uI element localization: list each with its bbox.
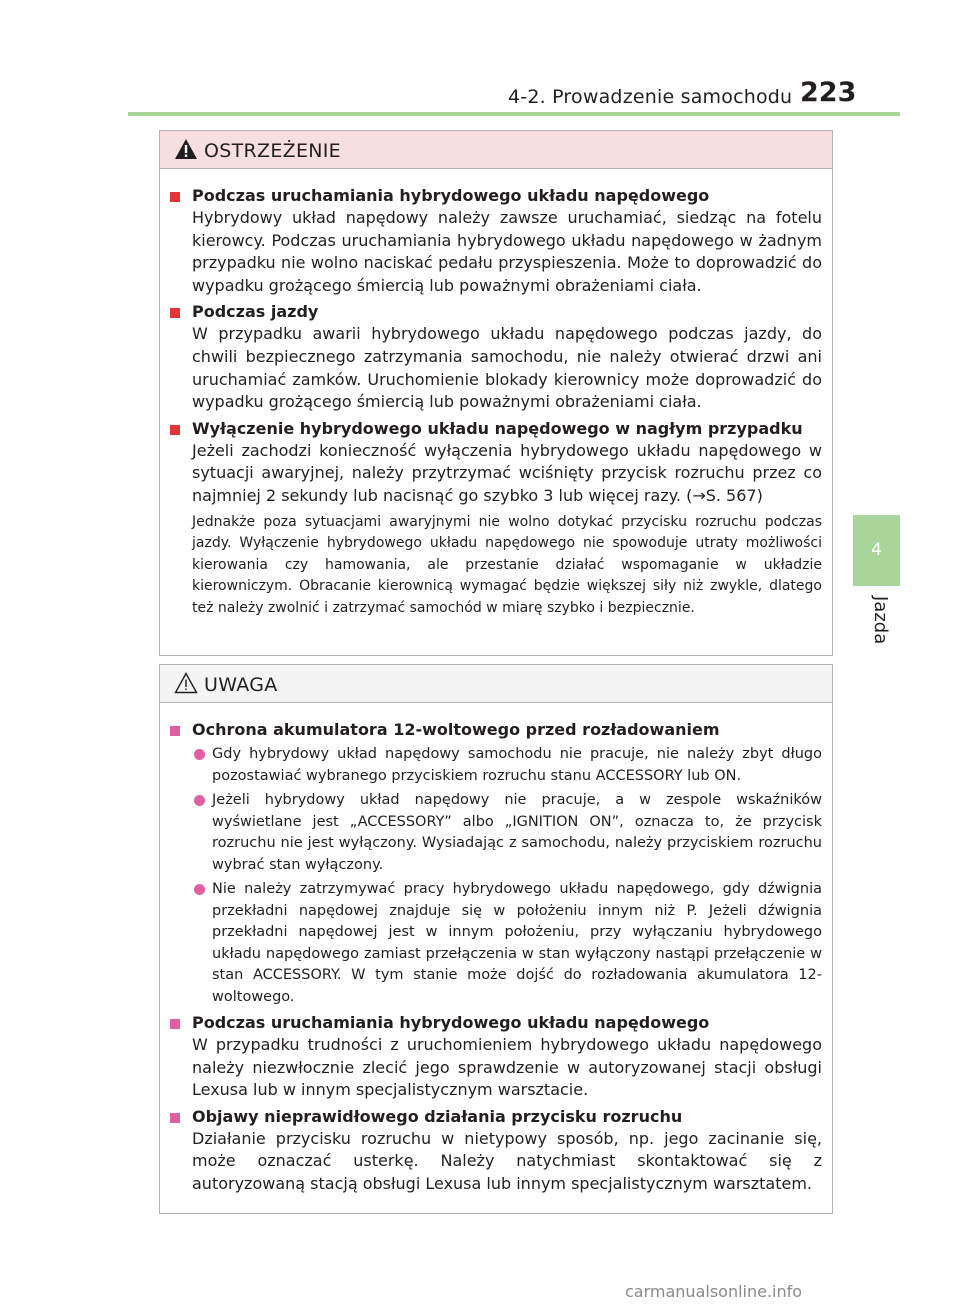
watermark: carmanualsonline.info — [625, 1282, 803, 1301]
round-bullet-icon — [194, 749, 205, 760]
page-number: 223 — [800, 77, 857, 108]
round-bullet-icon — [194, 795, 205, 806]
warning-box — [159, 130, 833, 656]
notice-item-title: Podczas uruchamiania hybrydowego układu napędowego — [170, 1012, 822, 1034]
square-bullet-icon — [170, 192, 180, 202]
warning-triangle-icon — [174, 138, 198, 160]
notice-header — [160, 665, 832, 703]
square-bullet-icon — [170, 726, 180, 736]
notice-item-title: Ochrona akumulatora 12-woltowego przed rozładowaniem — [170, 719, 822, 741]
square-bullet-icon — [170, 425, 180, 435]
warning-item-text: Hybrydowy układ napędowy należy zawsze uruchamiać, siedząc na fotelu kierowcy. Podczas uruchamiania hybrydowego układu napędowego w żadnym przypadku nie wolno naciskać pedału przyspieszenia. Może to doprowadzić do wypadku grożącego śmiercią lub poważnymi obrażeniami ciała. — [192, 208, 822, 295]
list-item: Gdy hybrydowy układ napędowy samochodu nie pracuje, nie należy zbyt długo pozostawiać wybranego przyciskiem rozruchu stanu ACCESSORY lub ON. — [170, 744, 822, 787]
notice-item-text: Działanie przycisku rozruchu w nietypowy sposób, np. jego zacinanie się, może oznaczać usterkę. Należy natychmiast skontaktować się z autoryzowaną stacją obsługi Lexusa lub innym specjalistycznym warsztatem. — [192, 1128, 822, 1193]
notice-box — [159, 664, 833, 1214]
warning-item-title: Wyłączenie hybrydowego układu napędowego w nagłym przypadku — [170, 418, 822, 440]
warning-item-title: Podczas jazdy — [170, 301, 822, 323]
caution-triangle-outline-icon — [174, 672, 198, 694]
header-rule — [128, 112, 900, 116]
square-bullet-icon — [170, 308, 180, 318]
chapter-label: Jazda — [870, 596, 891, 645]
square-bullet-icon — [170, 1019, 180, 1029]
notice-item-title: Objawy nieprawidłowego działania przycisku rozruchu — [170, 1106, 822, 1128]
list-item: Nie należy zatrzymywać pracy hybrydowego układu napędowego, gdy dźwignia przekładni napędowej znajduje się w położeniu innym niż P. Jeżeli dźwignia przekładni napędowej jest w innym położeniu, przy wyłączaniu hybrydowego układu napędowego zamiast przełączenia w stan wyłączony nastąpi przełączenie w stan ACCESSORY. W tym stanie może dojść do rozładowania akumulatora 12-woltowego. — [170, 879, 822, 1008]
warning-item-title: Podczas uruchamiania hybrydowego układu napędowego — [170, 185, 822, 207]
section-title: 4-2. Prowadzenie samochodu — [508, 86, 793, 108]
warning-header — [160, 131, 832, 169]
warning-item-text: W przypadku awarii hybrydowego układu napędowego podczas jazdy, do chwili bezpiecznego zatrzymania samochodu, nie należy otwierać drzwi ani uruchamiać zamków. Uruchomienie blokady kierownicy może doprowadzić do wypadku grożącego śmiercią lub poważnymi obrażeniami ciała. — [192, 324, 822, 412]
chapter-tab: 4 — [853, 515, 900, 586]
square-bullet-icon — [170, 1113, 180, 1123]
warning-item-extra: Jednakże poza sytuacjami awaryjnymi nie wolno dotykać przycisku rozruchu podczas jazdy. Wyłączenie hybrydowego układu napędowego nie spowoduje utraty możliwości kierowania czy hamowania, ale przestanie działać wspomaganie w układzie kierowniczym. Obracanie kierownicą wymagać będzie większej siły niż zwykle, dlatego też należy zwolnić i zatrzymać samochód w miarę szybko i bezpiecznie. — [192, 513, 822, 616]
round-bullet-icon — [194, 884, 205, 895]
notice-title: UWAGA — [204, 674, 278, 696]
list-item: Jeżeli hybrydowy układ napędowy nie pracuje, a w zespole wskaźników wyświetlane jest „ACCESSORY” albo „IGNITION ON”, oznacza to, że przycisk rozruchu nie jest wyłączony. Wysiadając z samochodu, należy przyciskiem rozruchu wybrać stan wyłączony. — [170, 790, 822, 876]
warning-item-text: Jeżeli zachodzi konieczność wyłączenia hybrydowego układu napędowego w sytuacji awaryjnej, należy przytrzymać wciśnięty przycisk rozruchu przez co najmniej 2 sekundy lub nacisnąć go szybko 3 lub więcej razy. (→S. 567) — [192, 440, 822, 505]
notice-item-text: W przypadku trudności z uruchomieniem hybrydowego układu napędowego należy niezwłocznie zlecić jego sprawdzenie w autoryzowanej stacji obsługi Lexusa lub w innym specjalistycznym warsztacie. — [192, 1035, 822, 1100]
warning-title: OSTRZEŻENIE — [204, 140, 341, 162]
